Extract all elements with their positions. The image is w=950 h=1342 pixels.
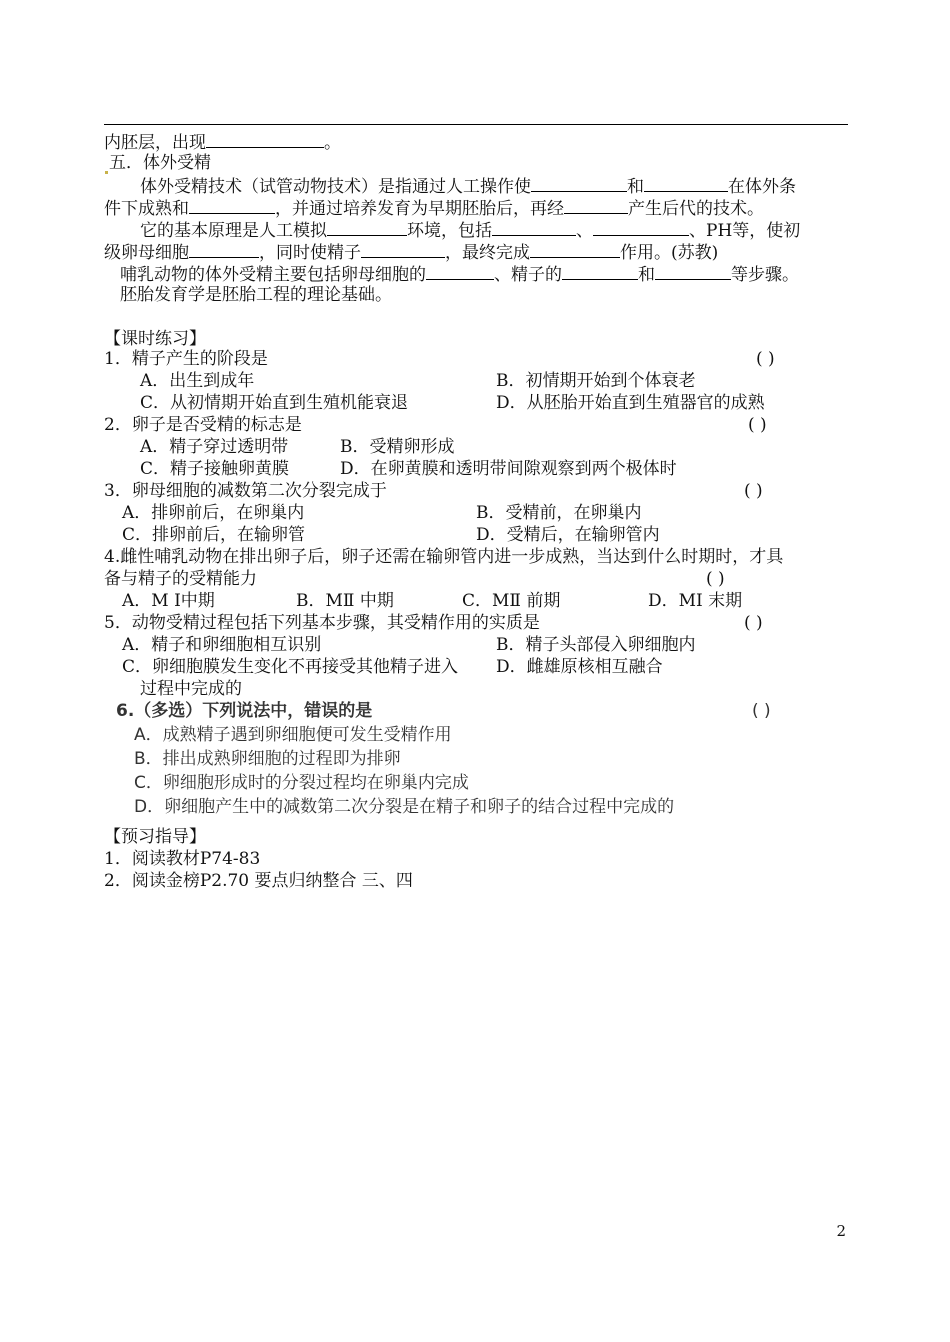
heading-text: 五．体外受精 bbox=[109, 153, 211, 173]
q2-option-b[interactable]: B．受精卵形成 bbox=[340, 437, 455, 457]
q4-answer-paren[interactable]: ( ) bbox=[706, 569, 725, 589]
blank-field[interactable] bbox=[361, 240, 445, 258]
blank-field[interactable] bbox=[593, 218, 689, 236]
q5-stem: 5．动物受精过程包括下列基本步骤，其受精作用的实质是 bbox=[104, 613, 540, 633]
q3-option-d[interactable]: D．受精后，在输卵管内 bbox=[476, 525, 660, 545]
preview-item-1: 1．阅读教材P74-83 bbox=[104, 849, 261, 869]
header-rule bbox=[104, 124, 848, 125]
text: 环境，包括 bbox=[407, 221, 492, 241]
blank-field[interactable] bbox=[564, 196, 628, 214]
q2-option-c[interactable]: C．精子接触卵黄膜 bbox=[140, 459, 290, 479]
text: 作用。(苏教) bbox=[620, 243, 719, 263]
q5-option-c[interactable]: C．卵细胞膜发生变化不再接受其他精子进入 bbox=[122, 657, 459, 677]
blank-field[interactable] bbox=[206, 130, 324, 148]
section5-line4 bbox=[104, 240, 718, 264]
q1-option-c[interactable]: C．从初情期开始直到生殖机能衰退 bbox=[140, 393, 409, 413]
mark-dot bbox=[105, 171, 108, 174]
text: 、 bbox=[576, 221, 593, 241]
q6-option-b[interactable]: B．排出成熟卵细胞的过程即为排卵 bbox=[134, 749, 401, 769]
section5-line3 bbox=[140, 218, 800, 242]
text: 体外受精技术（试管动物技术）是指通过人工操作使 bbox=[140, 177, 531, 197]
text: ，并通过培养发育为早期胚胎后，再经 bbox=[275, 199, 564, 219]
section5-heading bbox=[104, 152, 211, 174]
text: 、精子的 bbox=[494, 265, 562, 285]
q2-answer-paren[interactable]: ( ) bbox=[748, 415, 767, 435]
q1-answer-paren[interactable]: ( ) bbox=[756, 349, 775, 369]
blank-field[interactable] bbox=[644, 174, 728, 192]
q4-stem-line1: 4.雌性哺乳动物在排出卵子后，卵子还需在输卵管内进一步成熟，当达到什么时期时，才具 bbox=[104, 547, 784, 567]
q6-option-c[interactable]: C．卵细胞形成时的分裂过程均在卵巢内完成 bbox=[134, 773, 469, 793]
text: 。 bbox=[324, 133, 341, 153]
blank-field[interactable] bbox=[492, 218, 576, 236]
preview-heading: 【预习指导】 bbox=[104, 827, 206, 847]
q1-option-d[interactable]: D．从胚胎开始直到生殖器官的成熟 bbox=[496, 393, 765, 413]
q5-extra-line: 过程中完成的 bbox=[140, 679, 242, 699]
q2-stem: 2．卵子是否受精的标志是 bbox=[104, 415, 302, 435]
q6-option-d[interactable]: D．卵细胞产生中的减数第二次分裂是在精子和卵子的结合过程中完成的 bbox=[134, 797, 675, 817]
q6-answer-paren[interactable]: ( ) bbox=[752, 701, 771, 721]
q5-option-b[interactable]: B．精子头部侵入卵细胞内 bbox=[496, 635, 696, 655]
q5-answer-paren[interactable]: ( ) bbox=[744, 613, 763, 633]
practice-heading: 【课时练习】 bbox=[104, 329, 206, 349]
text: 它的基本原理是人工模拟 bbox=[140, 221, 327, 241]
q3-stem: 3．卵母细胞的减数第二次分裂完成于 bbox=[104, 481, 387, 501]
q2-option-d[interactable]: D．在卵黄膜和透明带间隙观察到两个极体时 bbox=[340, 459, 677, 479]
blank-field[interactable] bbox=[531, 174, 627, 192]
q4-option-a[interactable]: A．M Ⅰ中期 bbox=[122, 591, 215, 611]
blank-field[interactable] bbox=[530, 240, 620, 258]
text: ，最终完成 bbox=[445, 243, 530, 263]
section5-line5 bbox=[120, 262, 799, 286]
text: 等步骤。 bbox=[731, 265, 799, 285]
q4-option-c[interactable]: C．MⅡ 前期 bbox=[462, 591, 561, 611]
blank-field[interactable] bbox=[189, 240, 259, 258]
top-fill-line bbox=[104, 130, 341, 154]
preview-item-2: 2．阅读金榜P2.70 要点归纳整合 三、四 bbox=[104, 871, 413, 891]
text: 和 bbox=[638, 265, 655, 285]
blank-field[interactable] bbox=[189, 196, 275, 214]
q1-option-b[interactable]: B．初情期开始到个体衰老 bbox=[496, 371, 696, 391]
q5-option-d[interactable]: D．雌雄原核相互融合 bbox=[496, 657, 663, 677]
text: 、PH等，使初 bbox=[689, 221, 801, 241]
q4-option-b[interactable]: B．MⅡ 中期 bbox=[296, 591, 394, 611]
q3-option-a[interactable]: A．排卵前后，在卵巢内 bbox=[122, 503, 305, 523]
blank-field[interactable] bbox=[562, 262, 638, 280]
text: 产生后代的技术。 bbox=[628, 199, 764, 219]
q4-option-d[interactable]: D．MI 末期 bbox=[648, 591, 743, 611]
q1-option-a[interactable]: A．出生到成年 bbox=[140, 371, 255, 391]
text: 哺乳动物的体外受精主要包括卵母细胞的 bbox=[120, 265, 426, 285]
text: 内胚层，出现 bbox=[104, 133, 206, 153]
text: 和 bbox=[627, 177, 644, 197]
q3-option-c[interactable]: C．排卵前后，在输卵管 bbox=[122, 525, 306, 545]
q6-option-a[interactable]: A．成熟精子遇到卵细胞便可发生受精作用 bbox=[134, 725, 452, 745]
q3-option-b[interactable]: B．受精前，在卵巢内 bbox=[476, 503, 642, 523]
blank-field[interactable] bbox=[327, 218, 407, 236]
blank-field[interactable] bbox=[655, 262, 731, 280]
text: 级卵母细胞 bbox=[104, 243, 189, 263]
q4-stem-line2: 备与精子的受精能力 bbox=[104, 569, 257, 589]
q5-option-a[interactable]: A．精子和卵细胞相互识别 bbox=[122, 635, 322, 655]
q3-answer-paren[interactable]: ( ) bbox=[744, 481, 763, 501]
q6-stem: 6.（多选）下列说法中，错误的是 bbox=[116, 701, 373, 721]
page-number: 2 bbox=[836, 1222, 846, 1240]
section5-line1 bbox=[140, 174, 796, 198]
blank-field[interactable] bbox=[426, 262, 494, 280]
text: ，同时使精子 bbox=[259, 243, 361, 263]
section5-line2 bbox=[104, 196, 764, 220]
text: 在体外条 bbox=[728, 177, 796, 197]
q1-stem: 1．精子产生的阶段是 bbox=[104, 349, 268, 369]
q2-option-a[interactable]: A．精子穿过透明带 bbox=[140, 437, 289, 457]
section5-line6: 胚胎发育学是胚胎工程的理论基础。 bbox=[120, 285, 392, 305]
text: 件下成熟和 bbox=[104, 199, 189, 219]
